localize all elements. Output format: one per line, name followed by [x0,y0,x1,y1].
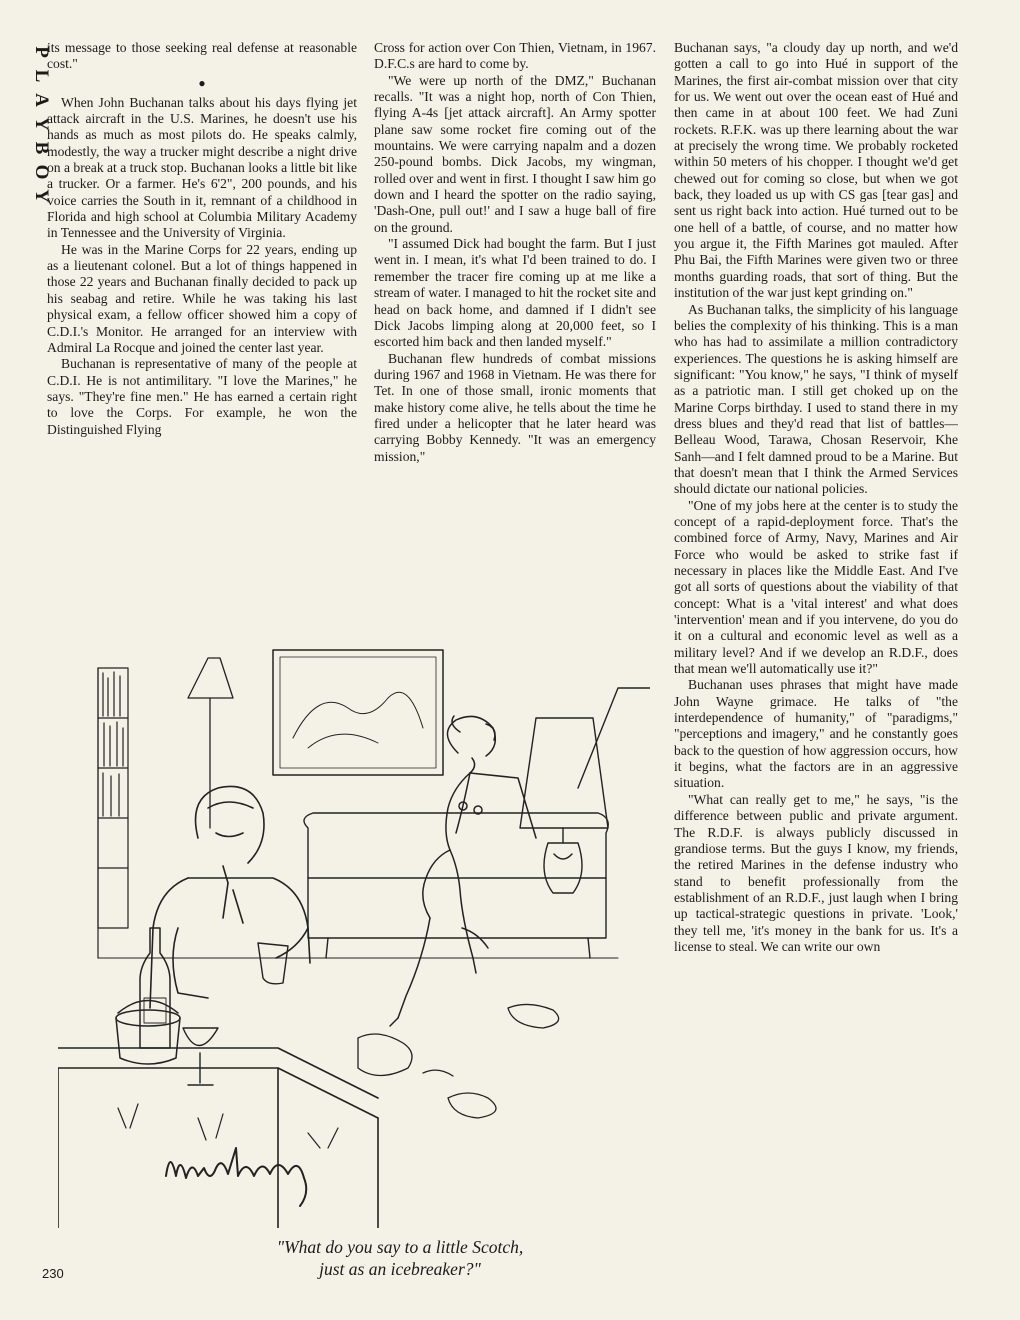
cartoon-illustration [58,628,650,1228]
paragraph: Buchanan uses phrases that might have made John Wayne grimace. He talks of "the interdependence of humanity," of "paradigms," "perceptions and imagery," and he constantly goes back to the question of how aggression occurs, how it begins, what the factors are in an aggressive situation. [674,677,958,791]
paragraph: When John Buchanan talks about his days flying jet attack aircraft in the U.S. Marines, he doesn't use his hands as much as most pilots do. He speaks calmly, modestly, the way a trucker might describe a night drive on a break at a truck stop. Buchanan looks a little bit like a trucker. Or a farmer. He's 6'2", 200 pounds, and his voice carries the South in it, remnant of a childhood in Florida and high school at Columbia Military Academy in Tennessee and the University of Virginia. [47,94,357,241]
magazine-name-letter: Y [31,117,52,131]
magazine-name-letter: B [31,141,52,155]
magazine-name-letter: Y [31,189,52,203]
scotch-bottle [140,928,170,1048]
caption-line: just as an icebreaker?" [319,1259,481,1279]
cartoon-signature [166,1148,306,1206]
article-column-3 [674,40,958,1290]
bar-counter [58,1048,378,1228]
paragraph: Buchanan says, "a cloudy day up north, and we'd gotten a call to go into Hué in support of the Marines, the first air-combat mission over that city for us. We went out over the ocean east of Hué and then came in at about 100 feet. We had Zuni rockets. R.F.K. was up there learning about the war at precisely the wrong time. We probably rocketed within 50 meters of his chopper. I thought we'd get chewed out for coming so close, but when we got back, they loaded us up with CS gas [tear gas] and sent us right back into action. Hué turned out to be one hell of a battle, of course, and no matter how you argue it, the Fifth Marines got mauled. After Phu Bai, the Fifth Marines were given two or three months guarding roads, that sort of thing. But the institution of the war just kept grinding on." [674,40,958,301]
magazine-name-letter: A [31,93,52,107]
paragraph: its message to those seeking real defense at reasonable cost." [47,40,357,72]
paragraph: "I assumed Dick had bought the farm. But I just went in. I mean, it's what I'd been trained to do. I remember the tracer fire coming up at me like a stream of water. I managed to hit the rocket site and head on back home, and damned if I didn't see Dick Jacobs limping along at 20,000 feet, so I escorted him back and then landed myself." [374,236,656,350]
bookshelf [98,668,128,928]
cartoon-caption [200,1236,600,1280]
wall-painting [273,650,443,775]
paragraph: Cross for action over Con Thien, Vietnam, in 1967. D.F.C.s are hard to come by. [374,40,656,72]
paragraph: "What can really get to me," he says, "is the difference between public and private argument. The R.D.F. is always publicly discussed in grandiose terms. But the guys I know, my friends, the retired Marines in the defense industry who stand to benefit professionally from the establishment of an R.D.F., just laugh when I bring up tactical-strategic questions in private. 'Look,' they tell me, 'it's money in the bank for us. It's a license to steal. We can write our own [674,791,958,954]
article-column-1 [47,40,357,620]
woman-figure [390,716,536,1026]
article-column-2 [374,40,656,620]
paragraph: "We were up north of the DMZ," Buchanan recalls. "It was a night hop, north of Con Thien, flying A-4s [jet attack aircraft]. An Army spotter plane saw some rocket fire coming out of the mountains. We were carrying napalm and a dozen 250-pound bombs. Dick Jacobs, my wingman, rolled over and went in first. I thought I saw him go down and I heard the spotter on the radio saying, 'Dash-One, pull out!' and I saw a huge ball of fire on the ground. [374,72,656,235]
paragraph: As Buchanan talks, the simplicity of his language belies the complexity of his thinking. This is a man who has had to assimilate a million contradictory experiences. The questions he is asking himself are significant: "You know," he says, "I think of myself as a patriotic man. I still get choked up on the Marine Corps birthday. I used to stand there in my dress blues and they'd read that list of battles—Belleau Wood, Tarawa, Chosan Reservoir, Khe Sanh—and I felt damned proud to be a Marine. But that doesn't mean that I think the Armed Services should dictate our national policies. [674,301,958,497]
section-separator: ● [198,75,206,90]
caption-line: "What do you say to a little Scotch, [276,1237,524,1257]
paragraph: He was in the Marine Corps for 22 years, ending up as a lieutenant colonel. But a lot of things happened in those 22 years and Buchanan finally decided to pack up his seabag and retire. While he was taking his last physical exam, a fellow officer showed him a copy of C.D.I.'s Monitor. He arranged for an interview with Admiral La Rocque and joined the center last year. [47,241,357,355]
page-number: 230 [42,1266,64,1281]
paragraph: Buchanan flew hundreds of combat missions during 1967 and 1968 in Vietnam. He was there for Tet. In one of those small, ironic moments that make history come alive, he tells about the time he fired under a helicopter that he later heard was carrying Bobby Kennedy. "It was an emergency mission," [374,350,656,464]
paragraph: "One of my jobs here at the center is to study the concept of a rapid-deployment force. That's the combined force of Army, Navy, Marines and Air Force who would be asked to strike fast if necessary in places like the Middle East. And I've got all sorts of questions about the viability of that concept: What is a 'vital interest' and what does 'intervention' mean and if you intervene, do you do it on a cultural and economic level as well as a military level? And if we develop an R.D.F., does that mean we'll automatically use it?" [674,497,958,677]
table-lamp [520,688,650,893]
scattered-clothes [358,1004,559,1118]
wine-glass [183,1028,218,1085]
magazine-name-letter: O [31,164,52,180]
man-figure [150,786,310,1008]
paragraph: Buchanan is representative of many of the people at C.D.I. He is not antimilitary. "I love the Marines," he says. "They're fine men." He has earned a certain right to love the Corps. For example, he won the Distinguished Flying [47,356,357,437]
magazine-name-letter: P [31,46,52,58]
drinking-glass [258,943,288,984]
counter-decoration [118,1104,338,1148]
magazine-name-letter: L [31,69,52,83]
